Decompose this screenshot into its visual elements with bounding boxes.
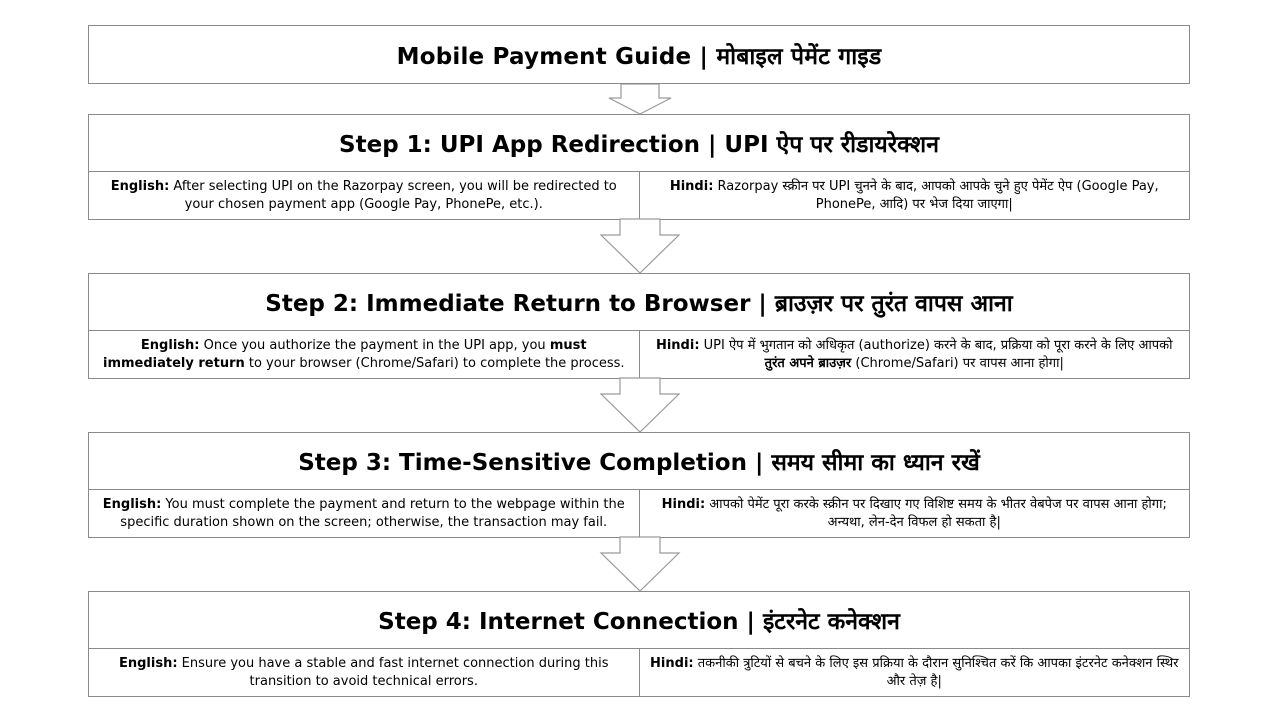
- step-3-box: [88, 432, 1190, 538]
- step-2-hindi-emphasis: तुरंत अपने ब्राउज़र: [764, 355, 852, 371]
- guide-title: Mobile Payment Guide | मोबाइल पेमेंट गाइड: [396, 43, 882, 70]
- step-4-hindi-text: तकनीकी त्रुटियों से बचने के लिए इस प्रक्रिया के दौरान सुनिश्चित करें कि आपका इंटरनेट कनेक्शन स्थिर और तेज़ है|: [693, 655, 1179, 689]
- step-4-english-text: Ensure you have a stable and fast internet connection during this transition to avoid technical errors.: [177, 655, 609, 689]
- step-2-english: [89, 331, 640, 378]
- step-1-hindi-text: Razorpay स्क्रीन पर UPI चुनने के बाद, आपको आपके चुने हुए पेमेंट ऐप (Google Pay, PhonePe, आदि) पर भेज दिया जाएगा|: [713, 178, 1159, 212]
- flow-arrow-2: [599, 218, 681, 274]
- step-4-box: [88, 591, 1190, 697]
- step-2-english-emphasis: must immediately return: [102, 337, 587, 371]
- step-4-english: [89, 649, 640, 696]
- step-3-english: [89, 490, 640, 537]
- guide-title-box: [88, 25, 1190, 84]
- step-1-box: [88, 114, 1190, 220]
- step-3-hindi-text: आपको पेमेंट पूरा करके स्क्रीन पर दिखाए गए विशिष्ट समय के भीतर वेबपेज पर वापस आना होगा; अन्यथा, लेन-देन विफल हो सकता है|: [705, 496, 1167, 530]
- step-2-english-text-pre: Once you authorize the payment in the UPI app, you: [199, 337, 550, 353]
- english-label: English:: [140, 337, 200, 353]
- english-label: English:: [110, 178, 170, 194]
- english-label: English:: [102, 496, 162, 512]
- flow-arrow-1: [599, 84, 681, 115]
- step-2-title: Step 2: Immediate Return to Browser | ब्राउज़र पर तुरंत वापस आना: [89, 274, 1189, 331]
- flow-arrow-3: [599, 377, 681, 433]
- hindi-label: Hindi:: [650, 655, 694, 671]
- flow-arrow-4: [599, 536, 681, 592]
- step-3-title: Step 3: Time-Sensitive Completion | समय सीमा का ध्यान रखें: [89, 433, 1189, 490]
- step-1-english-text: After selecting UPI on the Razorpay screen, you will be redirected to your chosen payment app (Google Pay, PhonePe, etc.).: [169, 178, 617, 212]
- step-2-hindi-text-post: (Chrome/Safari) पर वापस आना होगा|: [851, 355, 1064, 371]
- step-2-hindi: [640, 331, 1190, 378]
- step-3-hindi: [640, 490, 1190, 537]
- hindi-label: Hindi:: [655, 337, 700, 353]
- step-3-english-text: You must complete the payment and return to the webpage within the specific duration shown on the screen; otherwise, the transaction may fail.: [120, 496, 625, 530]
- hindi-label: Hindi:: [669, 178, 714, 194]
- step-1-hindi: [640, 172, 1190, 219]
- step-1-title: Step 1: UPI App Redirection | UPI ऐप पर रीडायरेक्शन: [89, 115, 1189, 172]
- step-4-hindi: [640, 649, 1190, 696]
- step-2-english-text-post: to your browser (Chrome/Safari) to complete the process.: [244, 355, 625, 371]
- step-2-hindi-text-pre: UPI ऐप में भुगतान को अधिकृत (authorize) करने के बाद, प्रक्रिया को पूरा करने के लिए आपको: [699, 337, 1173, 353]
- step-4-title: Step 4: Internet Connection | इंटरनेट कनेक्शन: [89, 592, 1189, 649]
- hindi-label: Hindi:: [661, 496, 706, 512]
- step-1-english: [89, 172, 640, 219]
- step-2-box: [88, 273, 1190, 379]
- english-label: English:: [118, 655, 178, 671]
